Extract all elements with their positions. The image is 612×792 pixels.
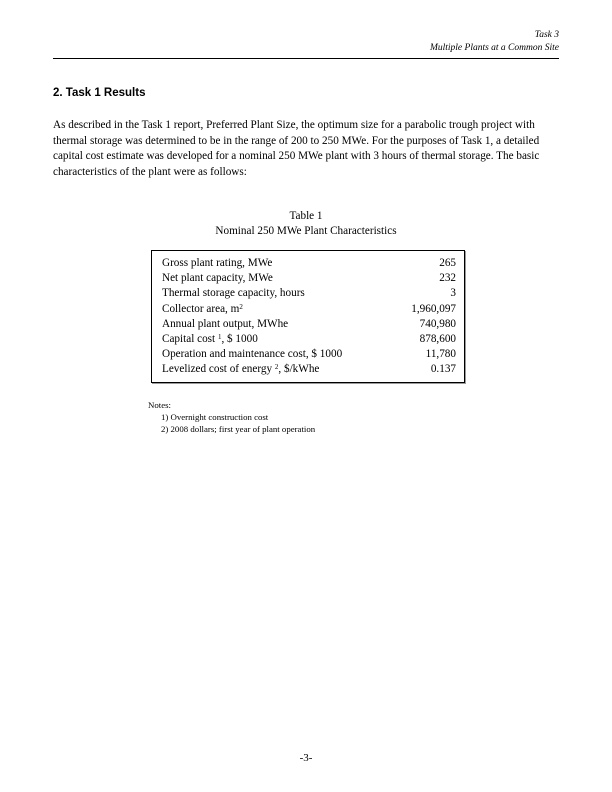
row-label: Operation and maintenance cost, $ 1000	[162, 348, 343, 361]
table-number: Table 1	[289, 210, 323, 222]
notes-heading: Notes:	[148, 400, 171, 410]
table-row	[162, 271, 456, 286]
row-value: 878,600	[419, 332, 456, 345]
row-value: 11,780	[425, 348, 456, 361]
row-label: Capital cost $^1$, $ 1000	[162, 332, 258, 345]
table-row	[162, 332, 456, 347]
page-number: -3-	[299, 752, 313, 764]
table-title: Nominal 250 MWe Plant Characteristics	[215, 225, 397, 237]
note-item: 2) 2008 dollars; first year of plant operation	[161, 424, 316, 434]
table-row	[162, 302, 456, 317]
table-row	[162, 286, 456, 301]
row-value: 232	[439, 272, 456, 285]
row-label: Levelized cost of energy $^2$, $/kWhe	[162, 363, 320, 376]
row-value: 3	[450, 287, 456, 300]
footnote-marker: 1	[217, 332, 222, 341]
row-value: 740,980	[419, 317, 456, 330]
header-subtitle: Multiple Plants at a Common Site	[429, 43, 559, 53]
row-label: Collector area, $m^2$	[162, 302, 243, 315]
table-row	[162, 256, 456, 271]
plant-characteristics-table	[151, 250, 465, 383]
row-label: Net plant capacity, MWe	[162, 272, 273, 285]
table-row	[162, 317, 456, 332]
row-label: Annual plant output, MWhe	[162, 317, 289, 330]
running-header	[430, 29, 559, 55]
table-row	[162, 347, 456, 362]
notes-list	[148, 411, 315, 435]
table-notes	[148, 399, 315, 435]
row-value: 1,960,097	[411, 302, 456, 315]
superscript-exponent: 2	[239, 302, 243, 311]
intro-paragraph: As described in the Task 1 report, Preferred Plant Size, the optimum size for a parabolic trough project with thermal storage was determined to be in the range of 200 to 250 MWe. For the purposes of Task 1, a detailed capital cost estimate was developed for a nominal 250 MWe plant with 3 hours of thermal storage. The basic characteristics of the plant were as follows:	[53, 119, 540, 178]
footnote-marker: 2	[274, 363, 279, 372]
table-row	[162, 362, 456, 377]
section-heading: 2. Task 1 Results	[53, 87, 146, 99]
row-label: Gross plant rating, MWe	[162, 257, 273, 269]
row-value: 265	[439, 257, 456, 269]
row-value: 0.137	[430, 363, 456, 376]
header-task: Task 3	[534, 30, 559, 40]
header-divider	[53, 58, 559, 59]
row-label: Thermal storage capacity, hours	[162, 287, 305, 300]
note-item: 1) Overnight construction cost	[161, 412, 269, 422]
